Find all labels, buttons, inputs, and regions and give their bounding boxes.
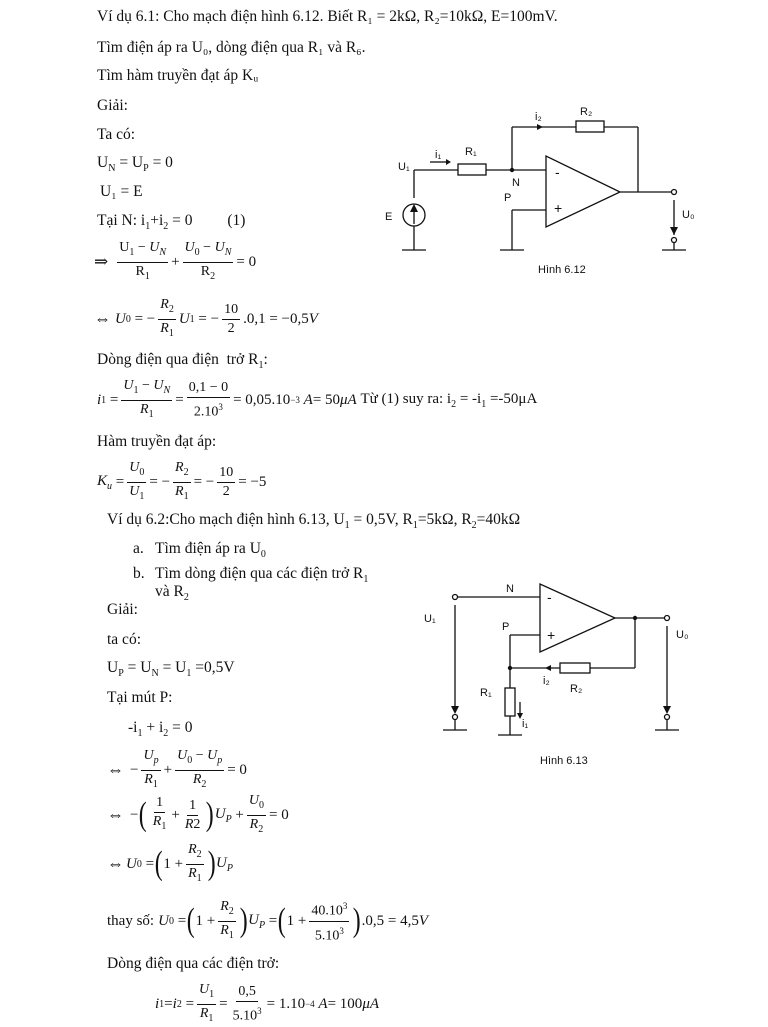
label-n: N bbox=[512, 177, 520, 189]
label-e: E bbox=[385, 211, 393, 223]
task-a: Tìm điện áp ra $U_0$ bbox=[155, 540, 266, 561]
equation-u1-e: U₁ = E bbox=[100, 183, 143, 200]
label-plus: + bbox=[554, 200, 563, 216]
resistor-r2 bbox=[576, 121, 604, 132]
equation-ex2-step-2: ⇔ − ( $\frac{1}{R_1}$ + $\frac{1}{R2}$ ) $U_P$ + $\frac{U_0}{R_2}$ = 0 bbox=[107, 793, 289, 835]
given-label-1: Ta có: bbox=[97, 126, 136, 143]
label-u1: U₁ bbox=[424, 613, 436, 625]
example-6-1-task-1: Tìm điện áp ra U₀, dòng điện qua R₁ và R₆. bbox=[97, 39, 366, 56]
equation-un-up: $U_N = U_P = 0$ bbox=[97, 154, 173, 175]
solution-label-2: Giải: bbox=[107, 601, 138, 618]
current-r1-heading: Dòng điện qua điện trở $R_1$: bbox=[97, 351, 268, 372]
equation-ex2-step-3: ⇔ U 0 = ( 1 + $\frac{R_2}{R_1}$ ) $U_P$ bbox=[107, 842, 233, 884]
task-b-line-2: và $R_2$ bbox=[155, 583, 189, 604]
label-p: P bbox=[504, 192, 512, 204]
label-i1: i₁ bbox=[522, 718, 529, 730]
node-p-label: Tại mút P: bbox=[107, 689, 173, 706]
label-i1: i₁ bbox=[435, 149, 442, 161]
resistor-r1 bbox=[458, 164, 486, 175]
node-n-equation: Tại N: $i_1+i_2 = 0$ (1) bbox=[97, 212, 246, 233]
equation-ex2-substitute: thay số: U 0 = ( 1 + $\frac{R_2}{R_1}$ ) $U_P$ = ( 1 + $\frac{40.10^3}{5.10^3}$ ) .0,5 = 4,5 V bbox=[107, 898, 429, 944]
circuit-figure-6-12 bbox=[380, 100, 710, 285]
example-6-2-title: Ví dụ 6.2:Cho mạch điện hình 6.13, $U_1 = 0,5V$, $R_1=5k\Omega$, $R_2=40k\Omega$ bbox=[107, 511, 521, 532]
task-b-label: b. bbox=[133, 565, 145, 582]
example-6-1-task-2: Tìm hàm truyền đạt áp Kᵤ bbox=[97, 67, 259, 84]
equation-ex2-current: i 1 = i 2 = $\frac{U_1}{R_1}$ = $\frac{0,5}{5.10^3}$ = 1.10 −4 A = 100 μA bbox=[155, 982, 380, 1024]
resistor-r1 bbox=[505, 688, 515, 716]
figure-6-12-caption: Hình 6.12 bbox=[538, 264, 586, 276]
label-i2: i₂ bbox=[535, 111, 542, 123]
label-r2: R₂ bbox=[580, 106, 593, 118]
label-minus: - bbox=[547, 589, 552, 605]
label-i2: i₂ bbox=[543, 675, 550, 687]
resistor-r2 bbox=[560, 663, 590, 673]
equivalent-symbol: ⇔ bbox=[107, 805, 124, 825]
equation-up-un: $U_P = U_N = U_1 =0,5V$ bbox=[107, 659, 235, 680]
label-u1: U₁ bbox=[398, 161, 410, 173]
label-r2: R₂ bbox=[570, 683, 583, 695]
implies-symbol: ⇒ bbox=[94, 252, 109, 272]
circuit-figure-6-13 bbox=[410, 580, 710, 745]
task-a-label: a. bbox=[133, 540, 144, 557]
from-eq-1: Từ (1) suy ra: $i_2 = -i_1 =-50\mu A$ bbox=[360, 390, 538, 410]
equation-u0: ⇔ U 0 = − $\frac{R_2}{R_1}$ U 1 = − $\frac{10}{2}$ .0,1 = −0,5 V bbox=[94, 297, 318, 339]
task-b-line-1: Tìm dòng điện qua các điện trở $R_1$ bbox=[155, 565, 369, 586]
label-minus: - bbox=[555, 164, 560, 180]
example-6-1-title: Ví dụ 6.1: Cho mạch điện hình 6.12. Biết R₁ = 2kΩ, R₂=10kΩ, E=100mV. bbox=[97, 8, 558, 25]
transfer-heading: Hàm truyền đạt áp: bbox=[97, 433, 217, 450]
label-u0: U₀ bbox=[682, 209, 695, 221]
label-plus: + bbox=[547, 627, 556, 643]
node-p-equation: $-i_1 + i_2 = 0$ bbox=[128, 719, 193, 740]
figure-6-13-caption: Hình 6.13 bbox=[540, 755, 588, 767]
given-label-2: ta có: bbox=[107, 631, 141, 648]
equation-ku: $K_u$ = $\frac{U_0}{U_1}$ = − $\frac{R_2}{R_1}$ = − $\frac{10}{2}$ = −5 bbox=[97, 460, 267, 502]
label-u0: U₀ bbox=[676, 629, 689, 641]
substitute-label: thay số: bbox=[107, 912, 155, 929]
equivalent-symbol: ⇔ bbox=[107, 760, 124, 780]
equation-current-sum: ⇒ $\frac{U_1 - U_N}{R_1}$ + $\frac{U_0 - U_N}{R_2}$ = 0 bbox=[94, 240, 257, 282]
equation-i1: i 1 = $\frac{U_1 - U_N}{R_1}$ = $\frac{0,1 - 0}{2.10^3}$ = 0,05.10 −3 A = 50 μA Từ (1) suy ra: $i_2 = -i_1 =-50\mu A$ bbox=[97, 378, 538, 420]
solution-label-1: Giải: bbox=[97, 97, 128, 114]
label-r1: R₁ bbox=[465, 146, 477, 158]
equivalent-symbol: ⇔ bbox=[107, 854, 124, 874]
label-p: P bbox=[502, 621, 510, 633]
current-heading-2: Dòng điện qua các điện trở: bbox=[107, 955, 280, 972]
label-n: N bbox=[506, 583, 514, 595]
equivalent-symbol: ⇔ bbox=[94, 309, 111, 329]
equation-ex2-step-1: ⇔ − $\frac{U_p}{R_1}$ + $\frac{U_0 - U_p}{R_2}$ = 0 bbox=[107, 748, 247, 790]
label-r1: R₁ bbox=[480, 687, 492, 699]
